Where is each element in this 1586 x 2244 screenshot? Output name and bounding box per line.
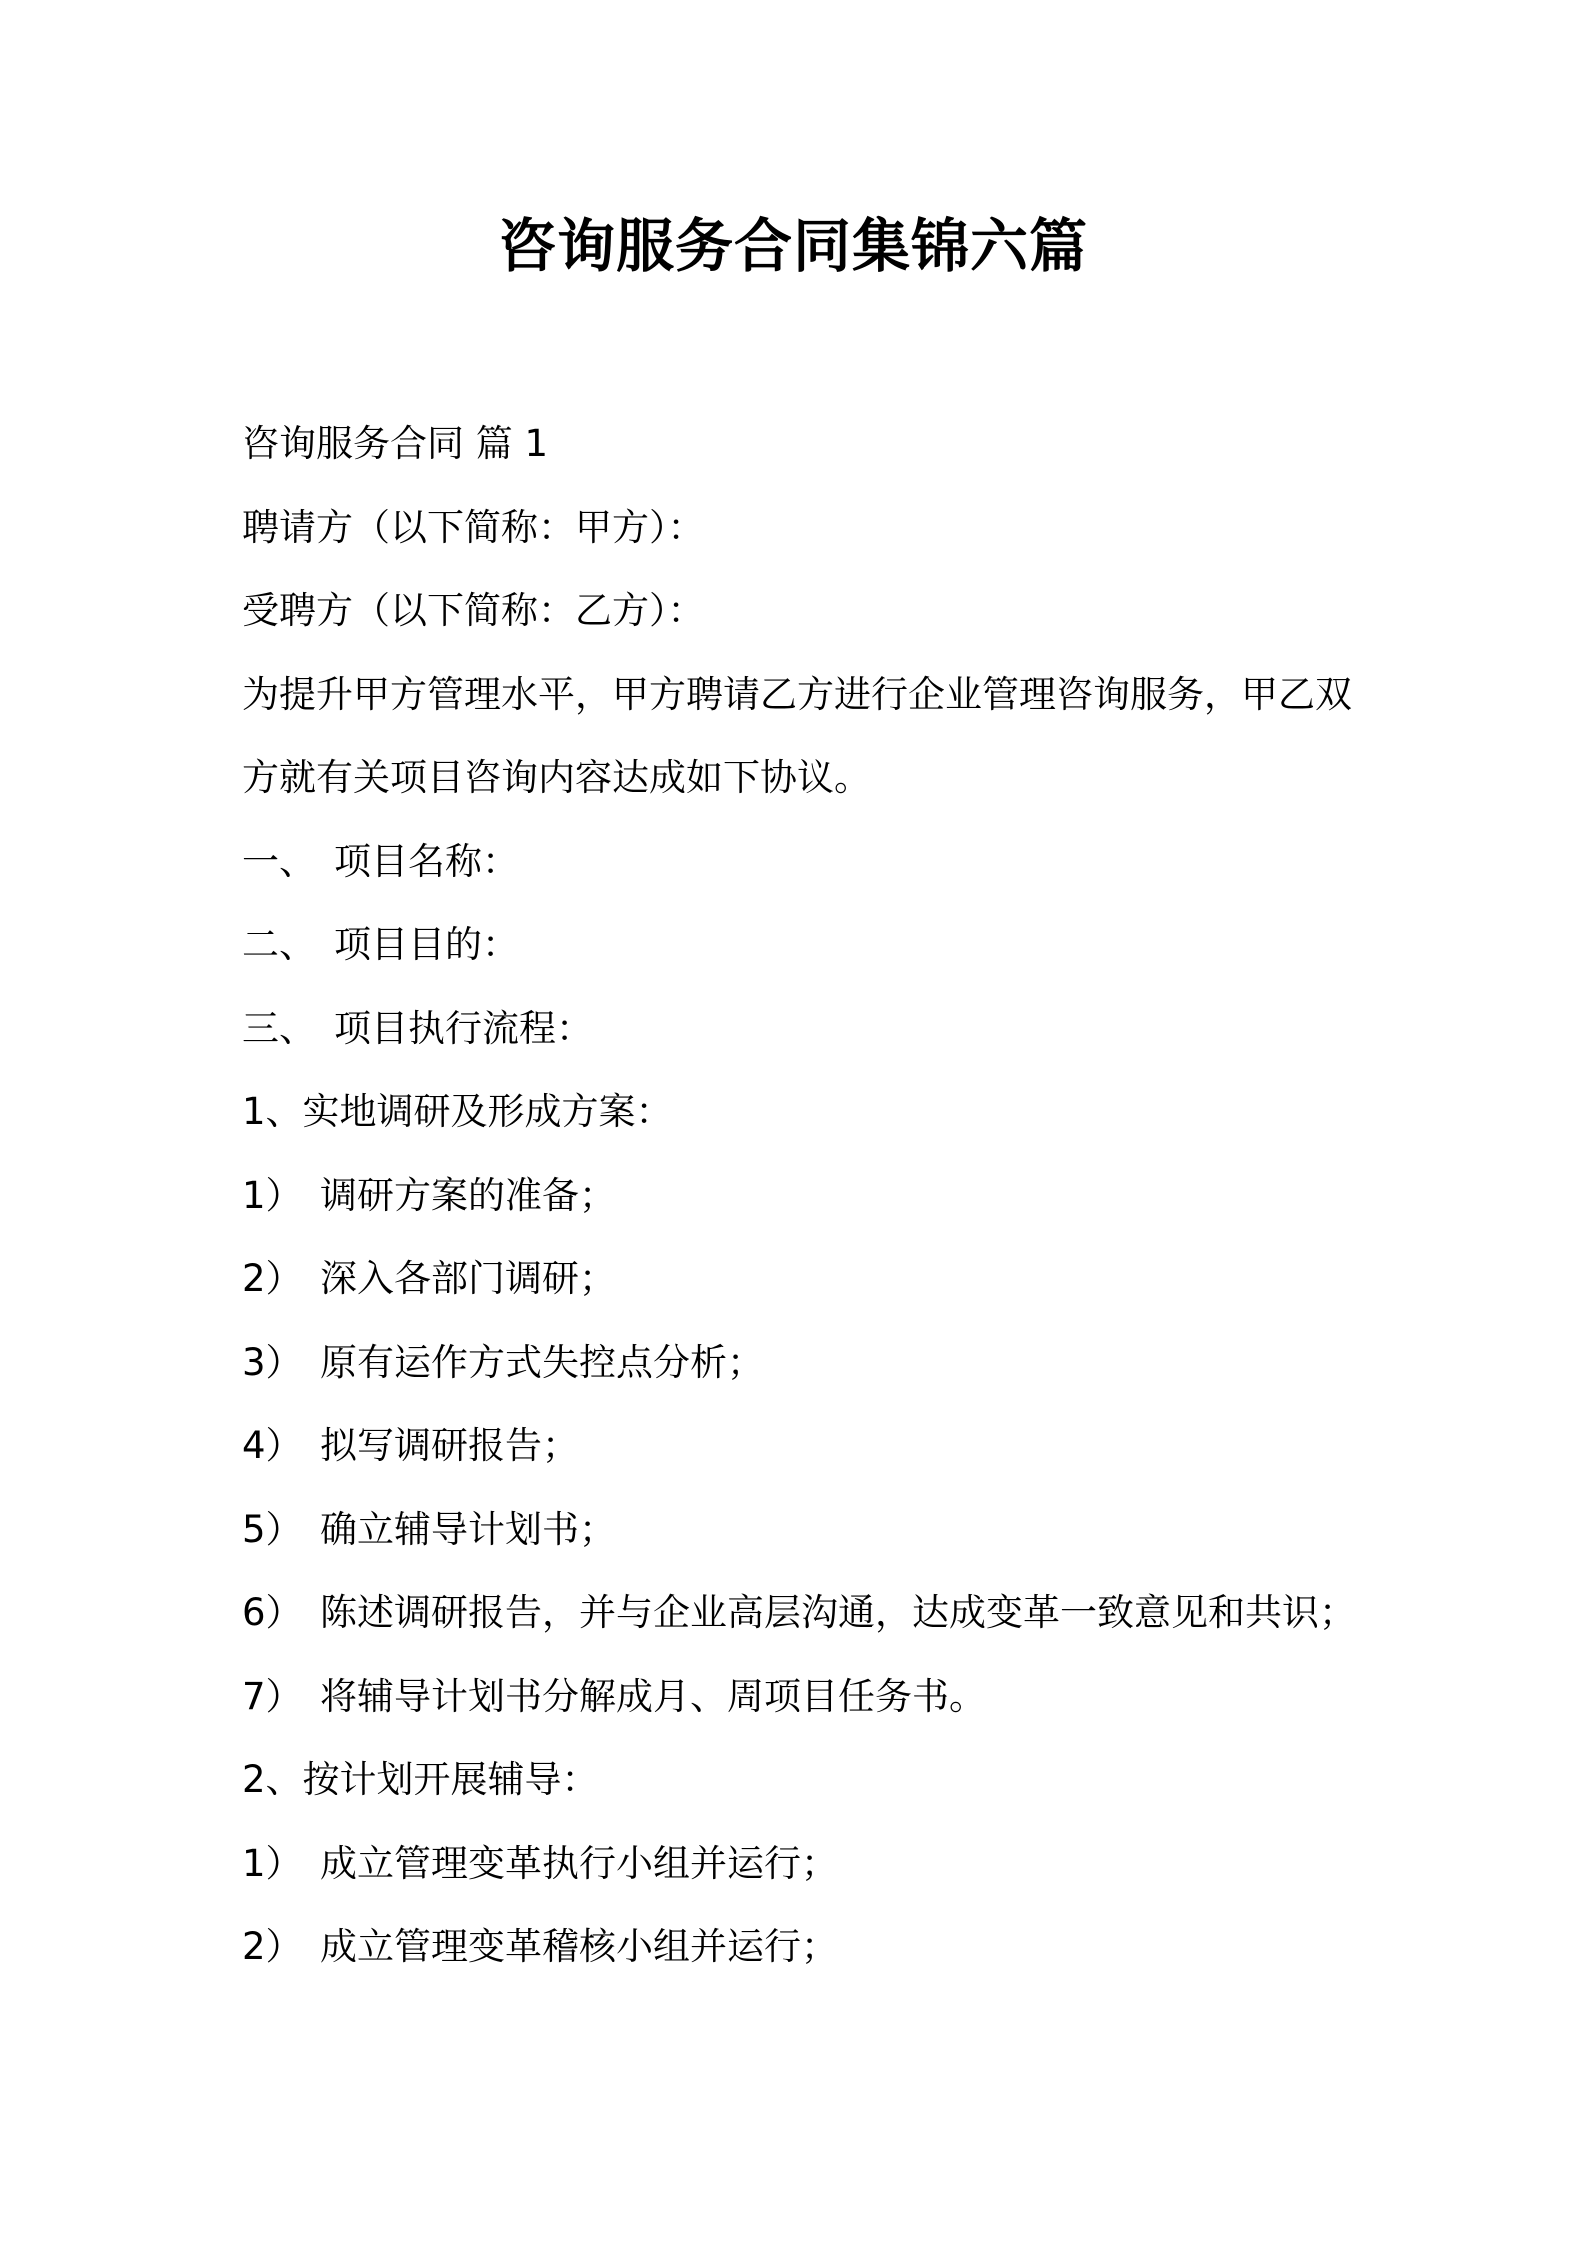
list-text: 陈述调研报告，并与企业高层沟通，达成变革一致意见和共识；	[320, 1591, 1356, 1634]
clause-text: 项目名称：	[334, 839, 519, 883]
sub-heading	[242, 1070, 1362, 1154]
list-item	[242, 1488, 1362, 1572]
list-number: 6）	[242, 1591, 303, 1634]
list-item	[242, 1154, 1362, 1238]
list-number: 2）	[242, 1925, 303, 1968]
line-text: 2、按计划开展辅导：	[242, 1758, 599, 1801]
clause-item	[242, 820, 1362, 904]
intro-paragraph	[242, 653, 1362, 820]
clause-number: 三、	[242, 1006, 316, 1050]
list-number: 2）	[242, 1257, 303, 1300]
list-number: 5）	[242, 1507, 303, 1551]
list-number: 3）	[242, 1340, 303, 1384]
list-item	[242, 1822, 1362, 1906]
clause-number: 二、	[242, 923, 316, 966]
party-a-line	[242, 486, 1362, 570]
list-text: 深入各部门调研；	[320, 1257, 616, 1300]
list-text: 拟写调研报告；	[320, 1424, 579, 1467]
list-item	[242, 1655, 1362, 1739]
line-text: 受聘方（以下简称：乙方）：	[242, 589, 705, 632]
list-number: 4）	[242, 1424, 303, 1467]
list-text: 成立管理变革执行小组并运行；	[320, 1841, 838, 1885]
list-text: 原有运作方式失控点分析；	[320, 1340, 764, 1384]
clause-text: 项目目的：	[334, 923, 519, 966]
list-number: 1）	[242, 1841, 303, 1885]
list-text: 调研方案的准备；	[320, 1173, 616, 1217]
list-item	[242, 1404, 1362, 1488]
line-text: 咨询服务合同 篇 1	[242, 422, 549, 465]
list-text: 成立管理变革稽核小组并运行；	[320, 1925, 838, 1968]
clause-item	[242, 903, 1362, 987]
list-text: 将辅导计划书分解成月、周项目任务书。	[320, 1674, 986, 1718]
list-item	[242, 1321, 1362, 1405]
clause-text: 项目执行流程：	[334, 1006, 593, 1050]
list-number: 7）	[242, 1674, 303, 1718]
list-text: 确立辅导计划书；	[320, 1507, 616, 1551]
sub-heading	[242, 1738, 1362, 1822]
party-b-line	[242, 569, 1362, 653]
section-heading	[242, 402, 1362, 486]
line-text: 1、实地调研及形成方案：	[242, 1090, 673, 1133]
clause-number: 一、	[242, 839, 316, 883]
list-item	[242, 1571, 1362, 1655]
line-text: 为提升甲方管理水平，甲方聘请乙方进行企业管理咨询服务，甲乙双方就有关项目咨询内容达成如下协议。	[242, 672, 1352, 799]
list-item	[242, 1905, 1362, 1989]
list-number: 1）	[242, 1173, 303, 1217]
document-title: 咨询服务合同集锦六篇	[497, 212, 1088, 280]
list-item	[242, 1237, 1362, 1321]
line-text: 聘请方（以下简称：甲方）：	[242, 505, 705, 549]
document-body	[242, 402, 1362, 1989]
clause-item	[242, 987, 1362, 1071]
